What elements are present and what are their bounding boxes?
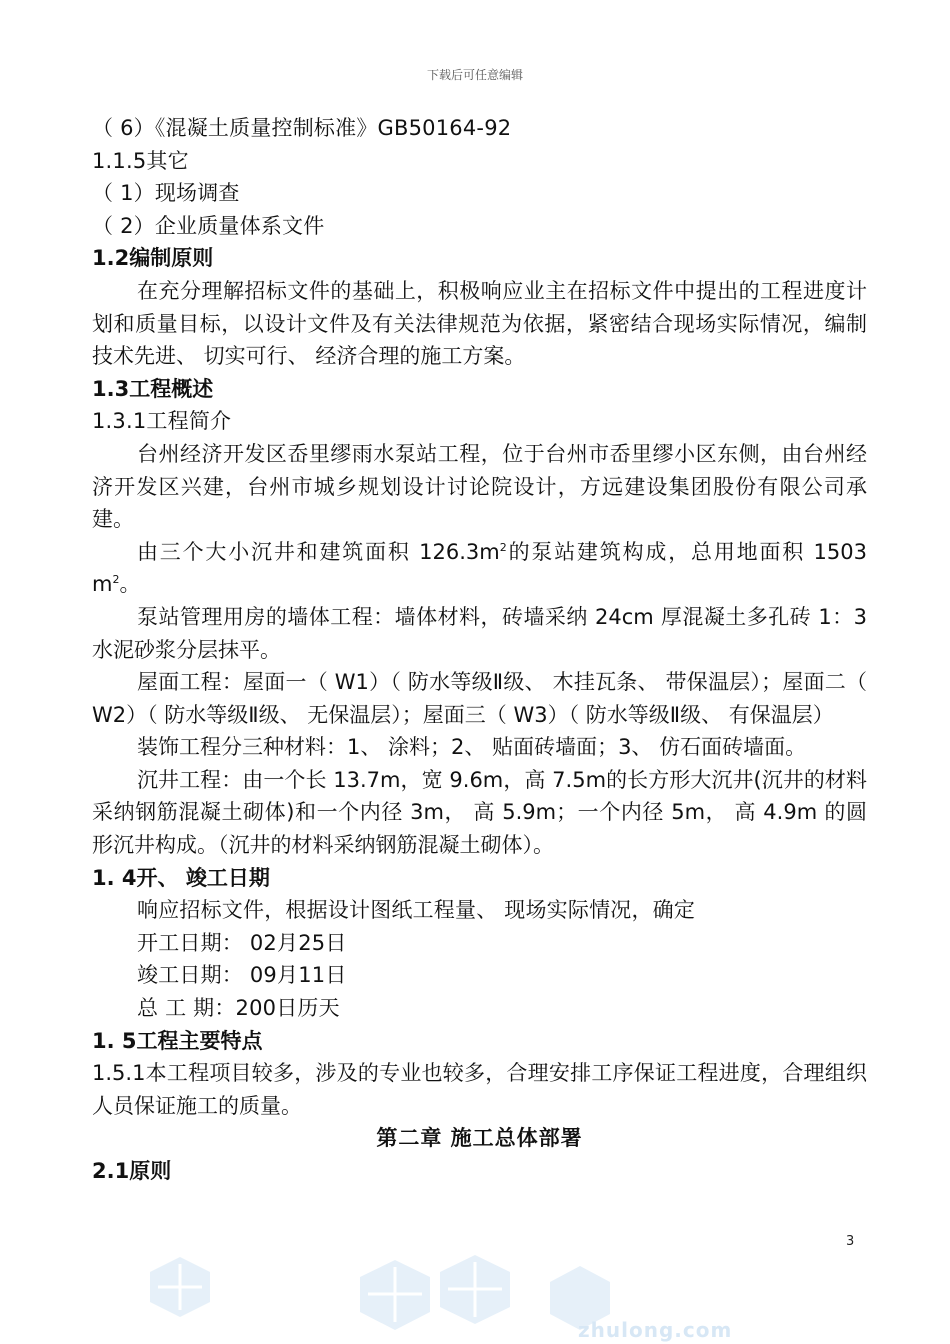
section-heading-1-4: 1. 4开、 竣工日期 [92, 865, 270, 890]
watermark-text: zhulong.com [578, 1318, 733, 1342]
list-item-quality-system: （ 2）企业质量体系文件 [92, 213, 325, 238]
superscript: 2 [499, 540, 507, 554]
document-body [92, 112, 867, 1188]
list-item-site-survey: （ 1）现场调查 [92, 181, 240, 206]
end-date: 竣工日期： 09月11日 [137, 963, 347, 988]
paragraph-decoration: 装饰工程分三种材料：1、 涂料；2、 贴面砖墙面；3、 仿石面砖墙面。 [137, 735, 807, 760]
list-item-standard: （ 6）《混凝土质量控制标准》GB50164-92 [92, 116, 512, 140]
paragraph-walls: 泵站管理用房的墙体工程：墙体材料，砖墙采纳 24cm 厚混凝土多孔砖 1：3水泥砂浆分层抹平。 [92, 604, 867, 662]
paragraph-project-intro: 台州经济开发区岙里缪雨水泵站工程，位于台州市岙里缪小区东侧，由台州经济开发区兴建，台州市城乡规划设计讨论院设计，方远建设集团股份有限公司承建。 [92, 441, 867, 532]
area-text-end: 。 [119, 572, 141, 597]
schedule-intro: 响应招标文件，根据设计图纸工程量、 现场实际情况，确定 [137, 898, 696, 923]
total-duration: 总 工 期：200日历天 [137, 996, 340, 1021]
paragraph-principles: 在充分理解招标文件的基础上，积极响应业主在招标文件中提出的工程进度计划和质量目标，以设计文件及有关法律规范为依据，紧密结合现场实际情况，编制技术先进、 切实可行、 经济合理的施工方案。 [92, 278, 867, 369]
paragraph-roofing: 屋面工程：屋面一（ W1）（ 防水等级Ⅱ级、 木挂瓦条、 带保温层）；屋面二（ W2）（ 防水等级Ⅱ级、 无保温层）；屋面三（ W3）（ 防水等级Ⅱ级、 有保温层） [92, 670, 867, 727]
section-heading-1-2: 1.2编制原则 [92, 246, 214, 271]
paragraph-caissons: 沉井工程：由一个长 13.7m，宽 9.6m，高 7.5m的长方形大沉井(沉井的材料采纳钢筋混凝土砌体)和一个内径 3m， 高 5.9m；一个内径 5m， 高 4.9m 的圆形沉井构成。（沉井的材料采纳钢筋混凝土砌体）。 [92, 767, 867, 858]
header-note: 下载后可任意编辑 [426, 68, 523, 82]
section-heading-1-3: 1.3工程概述 [92, 376, 214, 401]
area-text-mid: 的泵站建筑构成，总用地面积 1503 m [92, 539, 868, 597]
section-heading-1-5: 1. 5工程主要特点 [92, 1028, 263, 1053]
section-heading-1-3-1: 1.3.1工程简介 [92, 409, 232, 434]
paragraph-area [92, 536, 867, 601]
chapter-title: 第二章 施工总体部署 [376, 1126, 583, 1151]
superscript: 2 [112, 573, 120, 587]
section-heading-2-1: 2.1原则 [92, 1159, 172, 1183]
page-number: 3 [846, 1234, 855, 1249]
area-text-pre: 由三个大小沉井和建筑面积 126.3m [137, 539, 500, 564]
start-date: 开工日期： 02月25日 [137, 930, 347, 955]
paragraph-features: 1.5.1本工程项目较多，涉及的专业也较多，合理安排工序保证工程进度，合理组织人员保证施工的质量。 [92, 1061, 867, 1118]
section-heading-1-1-5: 1.1.5其它 [92, 148, 189, 173]
